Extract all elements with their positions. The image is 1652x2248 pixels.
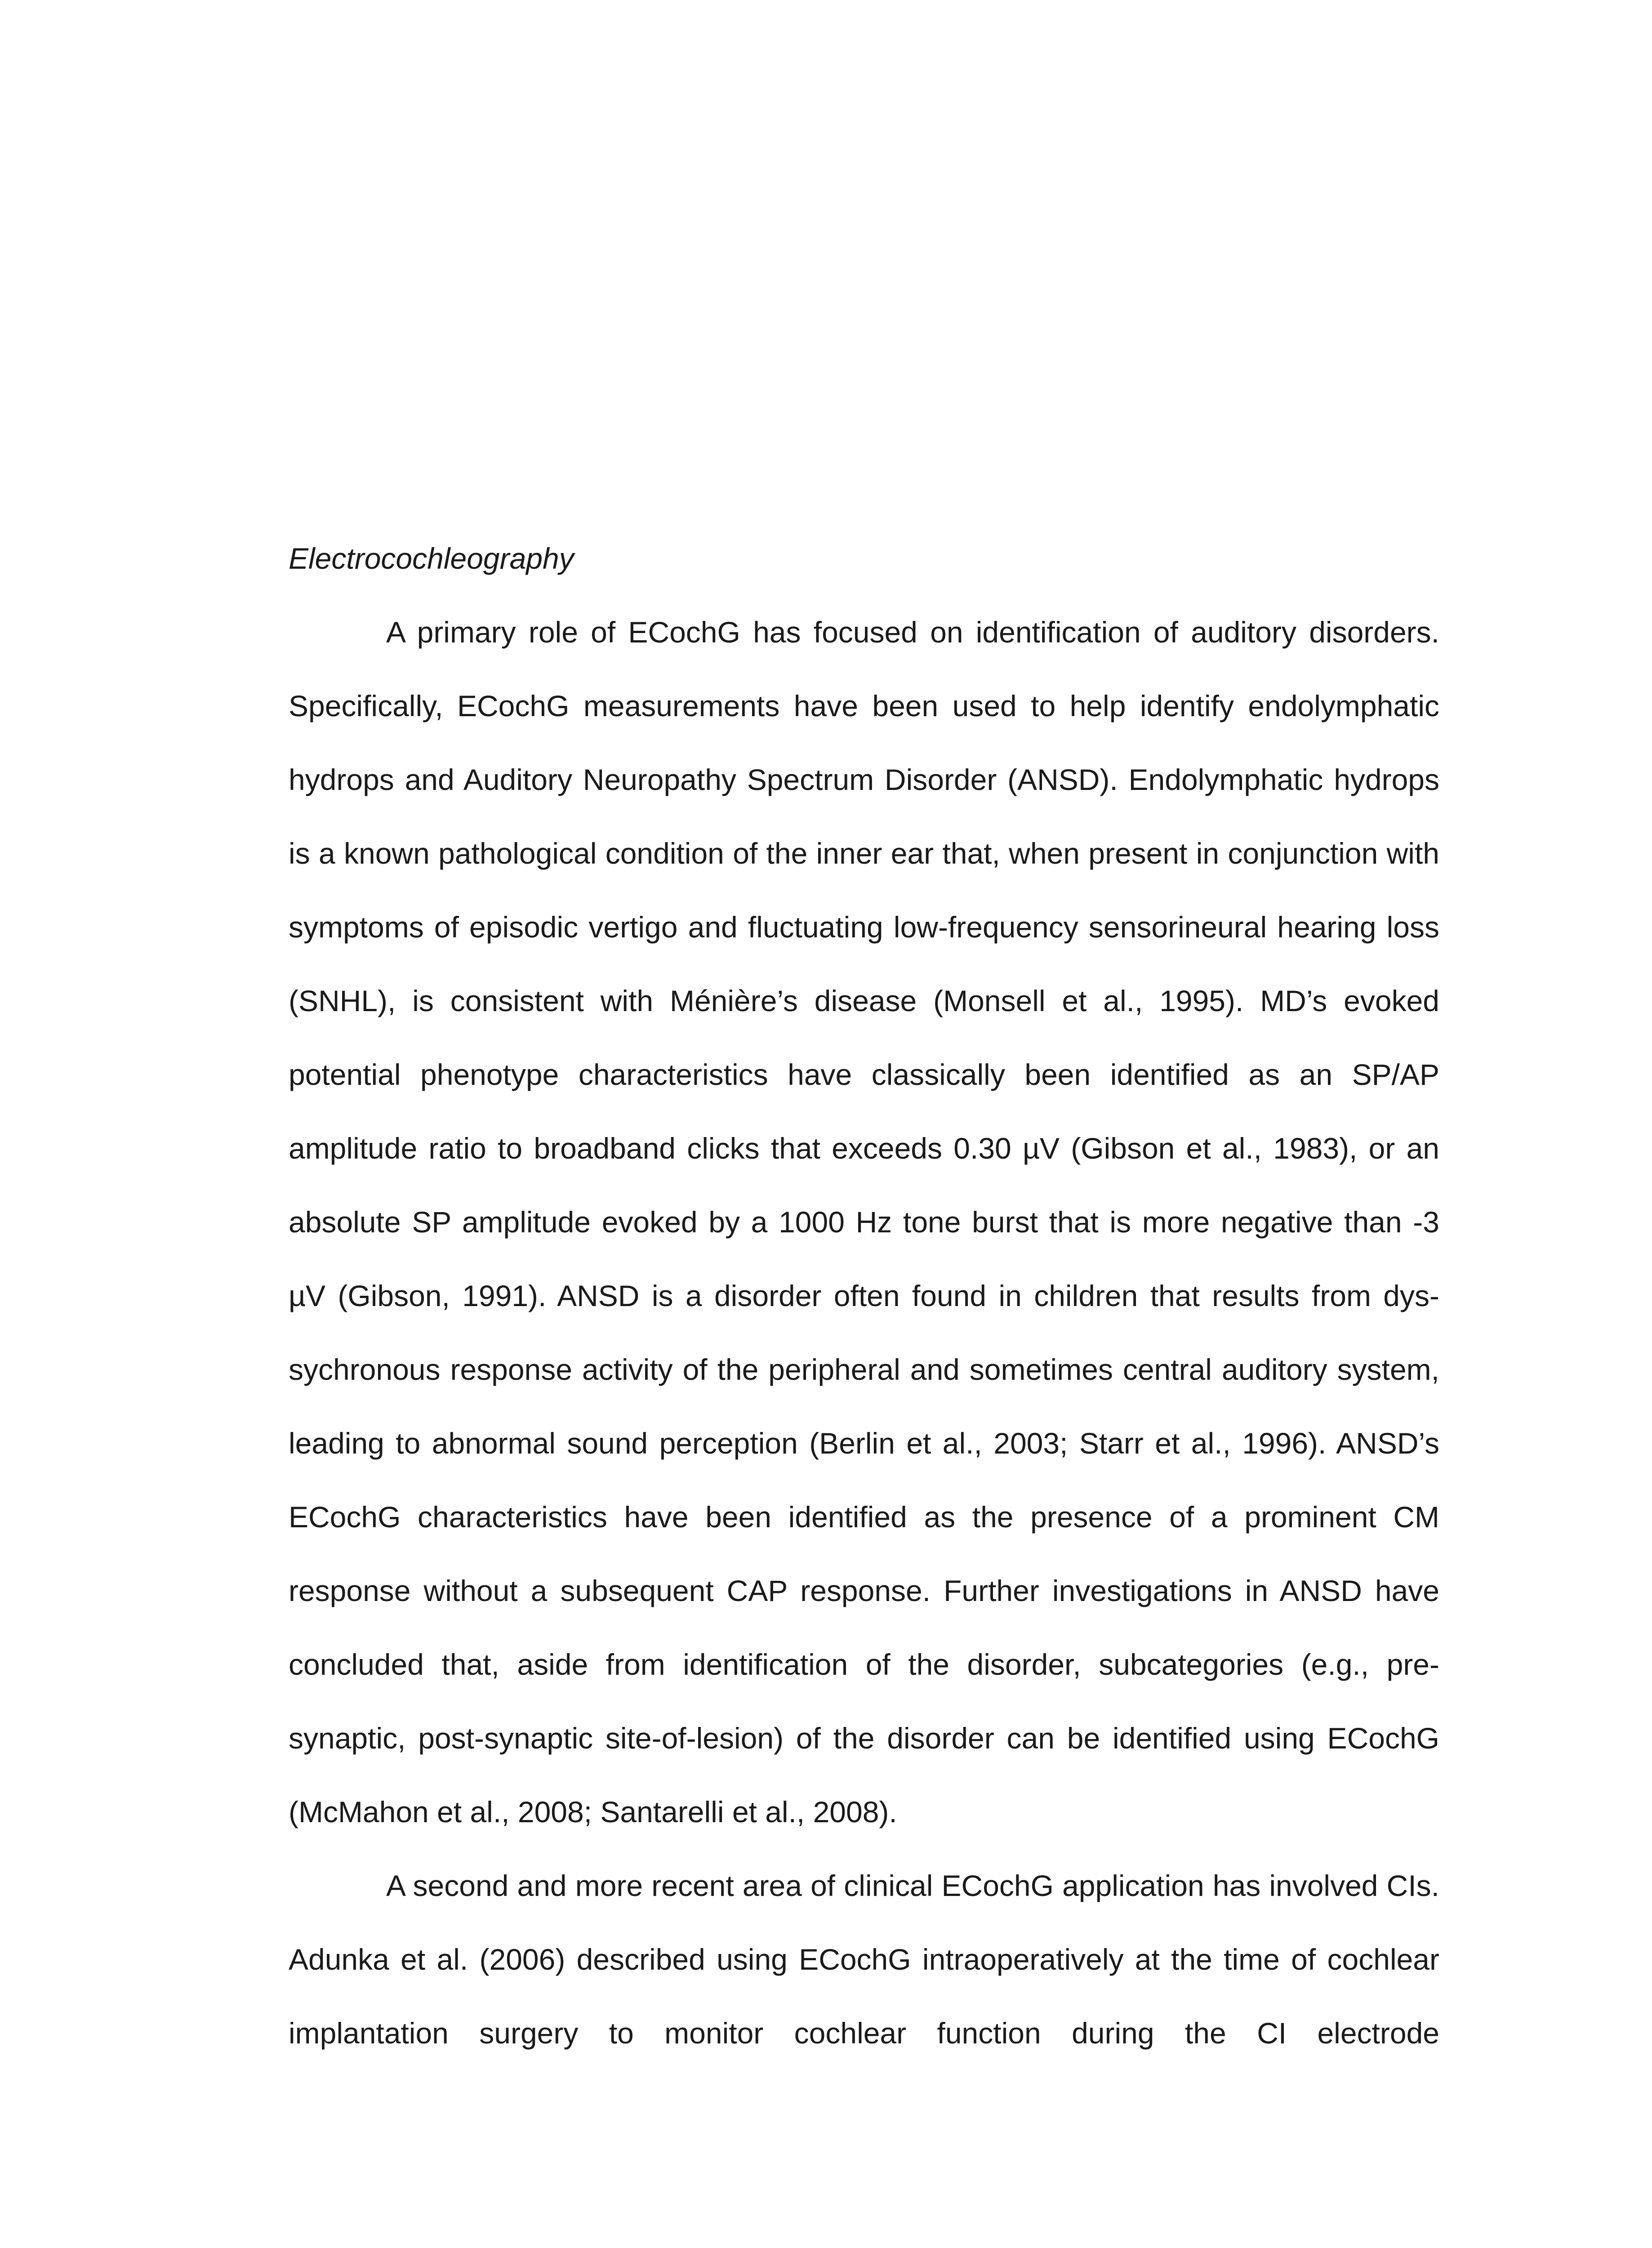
paragraph-ecochg-cochlear-implants: A second and more recent area of clinical ECochG application has involved CIs. Adunka et al. (2006) described using ECochG intraoperatively at the time of cochlear implantation surgery to monitor cochlear function during the CI electrode xyxy=(289,1869,1439,2050)
body-text xyxy=(289,522,1439,2070)
paragraph-ecochg-disorders: A primary role of ECochG has focused on identification of auditory disorders. Specifically, ECochG measurements have been used to help identify endolymphatic hydrops and Auditory Neuropathy Spectrum Disorder (ANSD). Endolymphatic hydrops is a known pathological condition of the inner ear that, when present in conjunction with symptoms of episodic vertigo and fluctuating low-frequency sensorineural hearing loss (SNHL), is consistent with Ménière’s disease (Monsell et al., 1995). MD’s evoked potential phenotype characteristics have classically been identified as an SP/AP amplitude ratio to broadband clicks that exceeds 0.30 µV (Gibson et al., 1983), or an absolute SP amplitude evoked by a 1000 Hz tone burst that is more negative than -3 µV (Gibson, 1991). ANSD is a disorder often found in children that results from dys-sychronous response activity of the peripheral and sometimes central auditory system, leading to abnormal sound perception (Berlin et al., 2003; Starr et al., 1996). ANSD’s ECochG characteristics have been identified as the presence of a prominent CM response without a subsequent CAP response. Further investigations in ANSD have concluded that, aside from identification of the disorder, subcategories (e.g., pre-synaptic, post-synaptic site-of-lesion) of the disorder can be identified using ECochG (McMahon et al., 2008; Santarelli et al., 2008). xyxy=(289,616,1439,1829)
section-heading: Electrocochleography xyxy=(289,542,574,575)
